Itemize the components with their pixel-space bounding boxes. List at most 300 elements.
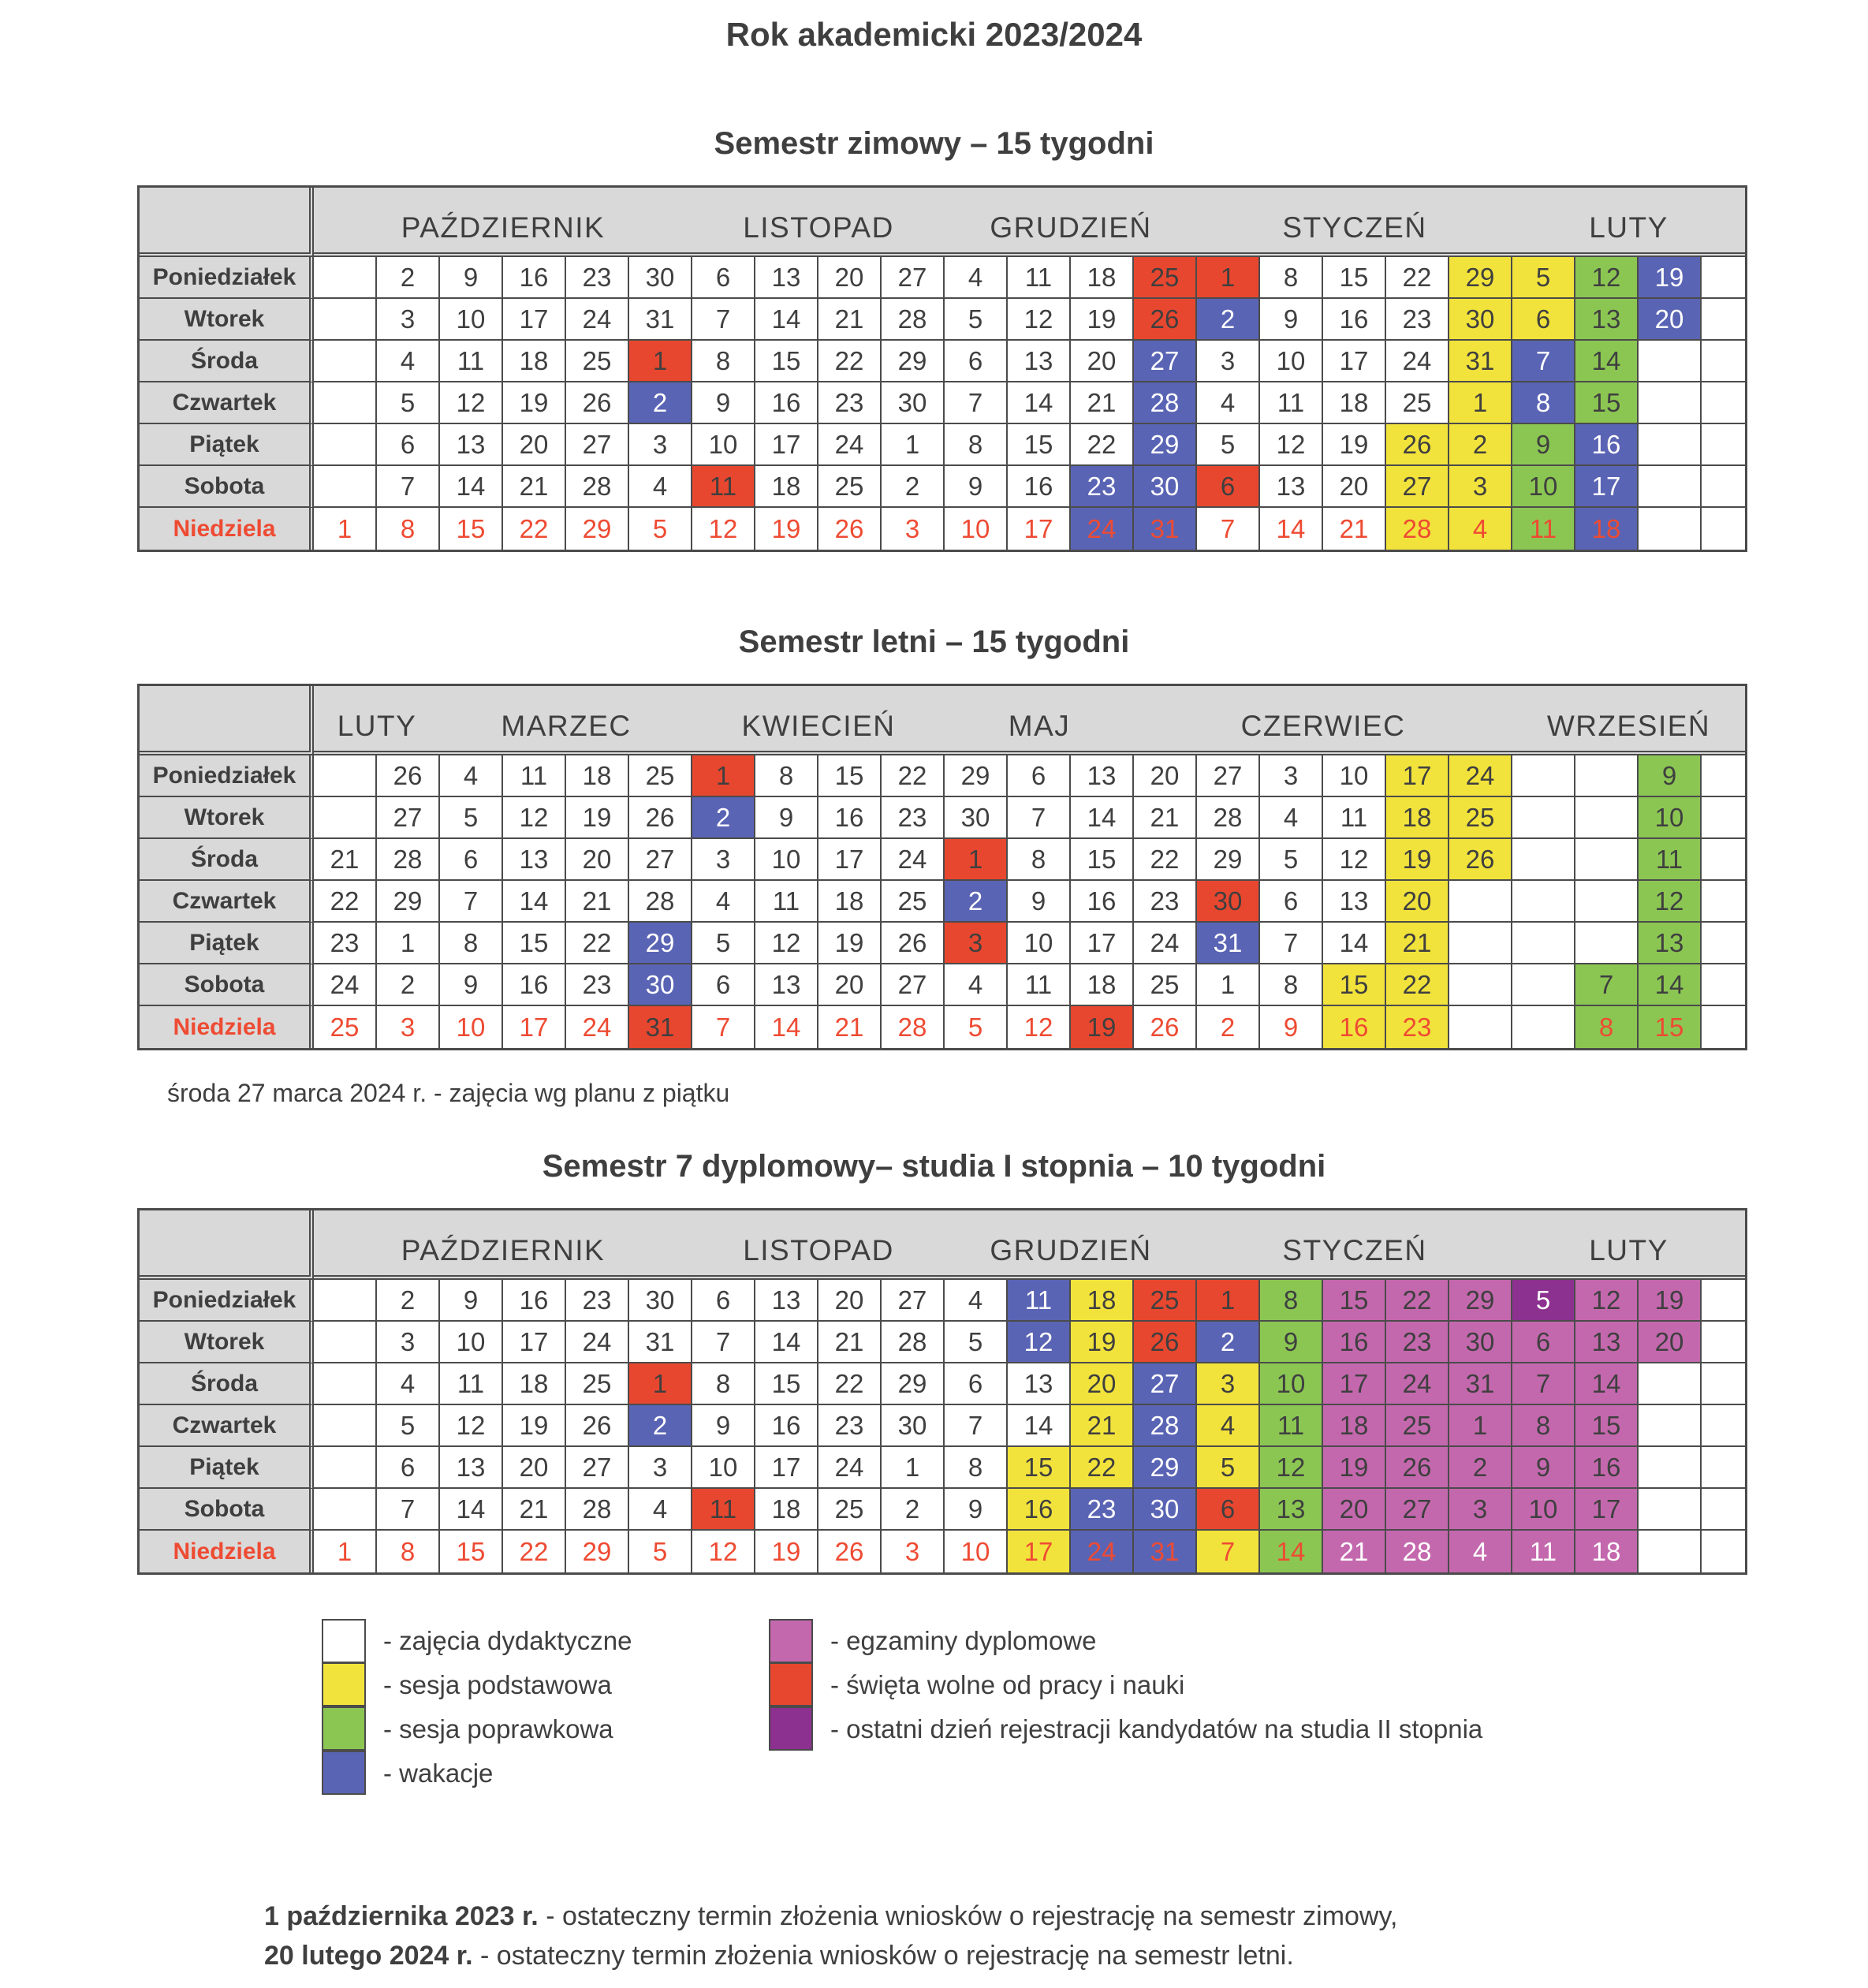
date-cell: 16 [1575,1447,1639,1489]
date-cell: 25 [818,466,882,508]
date-cell: 10 [1512,466,1575,508]
date-cell: 6 [1260,881,1323,923]
date-cell: 19 [1639,1280,1702,1322]
date-cell: 8 [945,1447,1008,1489]
date-cell: 24 [818,1447,882,1489]
date-cell: 19 [503,382,566,424]
date-cell: 13 [1575,299,1639,341]
date-cell: 30 [1134,466,1197,508]
date-cell: 15 [1323,964,1386,1006]
legend-item [322,1619,632,1663]
date-cell: 13 [440,424,503,466]
date-cell: 11 [1008,1280,1071,1322]
date-cell: 13 [755,964,818,1006]
month-label: PAŹDZIERNIK [314,188,692,257]
empty-cell [1702,964,1745,1006]
date-cell: 22 [882,755,945,797]
legend-swatch-purple [769,1706,813,1751]
date-cell: 18 [503,341,566,382]
month-label: WRZESIEŃ [1512,686,1745,755]
date-cell: 12 [1260,424,1323,466]
date-cell: 26 [1386,424,1449,466]
legend-swatch-green [322,1706,366,1751]
date-cell: 14 [1260,508,1323,550]
date-cell: 24 [1386,1363,1449,1405]
date-cell: 12 [1008,1322,1071,1363]
date-cell: 23 [818,1405,882,1447]
day-label: Sobota [140,1489,314,1531]
date-cell: 4 [629,466,692,508]
month-label: GRUDZIEŃ [945,188,1197,257]
empty-cell [1639,341,1702,382]
date-cell: 25 [1386,382,1449,424]
date-cell: 17 [1575,1489,1639,1531]
date-cell: 19 [1323,1447,1386,1489]
date-cell: 28 [882,1322,945,1363]
date-cell: 17 [1008,508,1071,550]
date-cell: 20 [1323,1489,1386,1531]
empty-cell [1639,1489,1702,1531]
date-cell: 25 [566,1363,629,1405]
date-cell: 19 [755,1531,818,1572]
date-cell: 5 [1197,1447,1260,1489]
month-label: GRUDZIEŃ [945,1210,1197,1280]
footer-line [264,1936,1868,1975]
empty-cell [1702,1531,1745,1572]
date-cell: 13 [440,1447,503,1489]
date-cell: 21 [314,839,377,881]
date-cell: 17 [1008,1531,1071,1572]
date-cell: 22 [503,508,566,550]
empty-cell [314,466,377,508]
date-cell: 14 [1260,1531,1323,1572]
day-label: Czwartek [140,1405,314,1447]
legend-swatch-pink [769,1619,813,1663]
date-cell: 27 [882,257,945,299]
date-cell: 22 [314,881,377,923]
empty-cell [1702,508,1745,550]
date-cell: 26 [818,508,882,550]
date-cell: 28 [566,466,629,508]
date-cell: 26 [1134,299,1197,341]
date-cell: 21 [1134,797,1197,839]
date-cell: 19 [1386,839,1449,881]
date-cell: 19 [566,797,629,839]
date-cell: 4 [1449,1531,1512,1572]
date-cell: 29 [566,508,629,550]
empty-cell [1575,839,1639,881]
date-cell: 14 [1008,382,1071,424]
date-cell: 3 [1449,466,1512,508]
date-cell: 3 [1197,1363,1260,1405]
date-cell: 11 [755,881,818,923]
day-label: Czwartek [140,382,314,424]
date-cell: 9 [945,1489,1008,1531]
calendar-grid [137,684,1747,1050]
date-cell: 18 [1386,797,1449,839]
date-cell: 29 [566,1531,629,1572]
date-cell: 8 [1260,257,1323,299]
empty-cell [314,1489,377,1531]
day-label: Niedziela [140,508,314,550]
date-cell: 7 [1008,797,1071,839]
date-cell: 1 [314,508,377,550]
empty-cell [1702,466,1745,508]
date-cell: 8 [377,508,440,550]
date-cell: 4 [945,257,1008,299]
date-cell: 23 [1071,1489,1134,1531]
table-corner [140,686,314,755]
day-label: Sobota [140,466,314,508]
date-cell: 13 [1008,341,1071,382]
date-cell: 26 [377,755,440,797]
date-cell: 26 [1134,1006,1197,1048]
date-cell: 1 [882,424,945,466]
date-cell: 14 [1323,923,1386,964]
date-cell: 4 [629,1489,692,1531]
date-cell: 10 [440,1322,503,1363]
empty-cell [1449,1006,1512,1048]
date-cell: 10 [440,299,503,341]
date-cell: 23 [818,382,882,424]
empty-cell [1512,881,1575,923]
date-cell: 3 [945,923,1008,964]
empty-cell [1702,424,1745,466]
date-cell: 10 [945,1531,1008,1572]
date-cell: 8 [1008,839,1071,881]
empty-cell [1575,923,1639,964]
empty-cell [1512,1006,1575,1048]
date-cell: 30 [629,1280,692,1322]
date-cell: 9 [1260,299,1323,341]
date-cell: 11 [1260,382,1323,424]
date-cell: 15 [503,923,566,964]
date-cell: 7 [377,1489,440,1531]
empty-cell [1702,299,1745,341]
footer-date: 1 października 2023 r. [264,1901,539,1931]
date-cell: 7 [945,382,1008,424]
legend-item [322,1751,632,1796]
empty-cell [1702,1006,1745,1048]
empty-cell [1639,508,1702,550]
date-cell: 20 [503,424,566,466]
date-cell: 15 [1575,1405,1639,1447]
empty-cell [1702,1489,1745,1531]
date-cell: 21 [566,881,629,923]
date-cell: 16 [755,1405,818,1447]
date-cell: 20 [818,1280,882,1322]
date-cell: 11 [692,1489,755,1531]
date-cell: 13 [1575,1322,1639,1363]
schedule-note: środa 27 marca 2024 r. - zajęcia wg planu z piątku [167,1079,730,1107]
winter-semester-table [137,185,1868,552]
date-cell: 14 [755,299,818,341]
date-cell: 14 [1575,1363,1639,1405]
legend-label: - wakacje [383,1759,494,1788]
date-cell: 25 [1134,257,1197,299]
date-cell: 11 [440,341,503,382]
date-cell: 10 [1260,1363,1323,1405]
date-cell: 27 [1386,1489,1449,1531]
date-cell: 7 [1260,923,1323,964]
date-cell: 24 [566,299,629,341]
day-label: Piątek [140,1447,314,1489]
date-cell: 12 [692,508,755,550]
date-cell: 31 [1449,341,1512,382]
date-cell: 20 [1639,299,1702,341]
date-cell: 16 [1323,1322,1386,1363]
date-cell: 20 [566,839,629,881]
date-cell: 4 [945,1280,1008,1322]
date-cell: 5 [945,299,1008,341]
date-cell: 26 [882,923,945,964]
date-cell: 14 [755,1322,818,1363]
date-cell: 6 [1008,755,1071,797]
date-cell: 5 [629,1531,692,1572]
day-label: Środa [140,341,314,382]
empty-cell [1702,341,1745,382]
empty-cell [1639,1363,1702,1405]
date-cell: 10 [755,839,818,881]
date-cell: 23 [1134,881,1197,923]
date-cell: 9 [1008,881,1071,923]
date-cell: 5 [1512,1280,1575,1322]
date-cell: 15 [440,508,503,550]
date-cell: 16 [503,257,566,299]
table-corner [140,188,314,257]
date-cell: 27 [377,797,440,839]
date-cell: 3 [882,508,945,550]
date-cell: 12 [1008,299,1071,341]
date-cell: 15 [818,755,882,797]
legend-column-right [769,1619,1482,1751]
date-cell: 28 [1134,1405,1197,1447]
day-label: Wtorek [140,797,314,839]
legend-item [769,1619,1482,1663]
date-cell: 28 [1386,508,1449,550]
date-cell: 16 [818,797,882,839]
date-cell: 30 [1449,1322,1512,1363]
empty-cell [1702,755,1745,797]
legend-label: - zajęcia dydaktyczne [383,1626,632,1655]
date-cell: 10 [1323,755,1386,797]
day-label: Niedziela [140,1531,314,1572]
date-cell: 30 [629,964,692,1006]
empty-cell [1449,964,1512,1006]
empty-cell [1639,466,1702,508]
date-cell: 28 [882,299,945,341]
date-cell: 1 [1197,257,1260,299]
date-cell: 9 [755,797,818,839]
empty-cell [1702,1447,1745,1489]
empty-cell [1575,881,1639,923]
date-cell: 15 [1575,382,1639,424]
date-cell: 19 [1071,1322,1134,1363]
date-cell: 24 [566,1006,629,1048]
date-cell: 27 [1386,466,1449,508]
date-cell: 5 [692,923,755,964]
date-cell: 23 [566,257,629,299]
date-cell: 9 [692,382,755,424]
date-cell: 5 [377,1405,440,1447]
date-cell: 10 [1008,923,1071,964]
date-cell: 10 [1639,797,1702,839]
date-cell: 13 [1008,1363,1071,1405]
date-cell: 8 [1575,1006,1639,1048]
date-cell: 9 [1512,1447,1575,1489]
empty-cell [1639,1405,1702,1447]
date-cell: 14 [503,881,566,923]
footer-line [264,1897,1868,1936]
date-cell: 4 [1197,382,1260,424]
date-cell: 6 [692,257,755,299]
date-cell: 22 [818,341,882,382]
date-cell: 18 [755,466,818,508]
month-label: LUTY [314,686,440,755]
date-cell: 22 [1071,1447,1134,1489]
empty-cell [314,1405,377,1447]
empty-cell [314,797,377,839]
date-cell: 22 [566,923,629,964]
date-cell: 10 [692,1447,755,1489]
calendar-grid [137,1208,1747,1575]
month-label: CZERWIEC [1134,686,1512,755]
date-cell: 29 [377,881,440,923]
date-cell: 9 [1639,755,1702,797]
date-cell: 29 [882,1363,945,1405]
date-cell: 27 [566,1447,629,1489]
legend-label: - sesja podstawowa [383,1670,612,1699]
empty-cell [314,755,377,797]
date-cell: 9 [1512,424,1575,466]
date-cell: 2 [1197,1322,1260,1363]
date-cell: 25 [629,755,692,797]
date-cell: 10 [440,1006,503,1048]
date-cell: 23 [1386,1322,1449,1363]
date-cell: 18 [1575,508,1639,550]
date-cell: 17 [503,1006,566,1048]
date-cell: 5 [377,382,440,424]
date-cell: 12 [440,382,503,424]
date-cell: 12 [1639,881,1702,923]
date-cell: 27 [882,1280,945,1322]
date-cell: 27 [566,424,629,466]
date-cell: 3 [882,1531,945,1572]
date-cell: 18 [1575,1531,1639,1572]
date-cell: 31 [1134,1531,1197,1572]
date-cell: 6 [1512,1322,1575,1363]
date-cell: 21 [818,1006,882,1048]
date-cell: 31 [1134,508,1197,550]
date-cell: 12 [1575,1280,1639,1322]
date-cell: 21 [1323,508,1386,550]
date-cell: 17 [818,839,882,881]
date-cell: 24 [1071,508,1134,550]
date-cell: 24 [566,1322,629,1363]
date-cell: 12 [440,1405,503,1447]
date-cell: 15 [1008,424,1071,466]
date-cell: 20 [818,257,882,299]
date-cell: 26 [629,797,692,839]
date-cell: 19 [1323,424,1386,466]
date-cell: 19 [1071,299,1134,341]
date-cell: 9 [1260,1006,1323,1048]
date-cell: 4 [377,341,440,382]
date-cell: 26 [818,1531,882,1572]
footer [264,1897,1868,1975]
empty-cell [314,341,377,382]
date-cell: 20 [1071,1363,1134,1405]
date-cell: 20 [1386,881,1449,923]
date-cell: 8 [692,341,755,382]
empty-cell [1702,1405,1745,1447]
date-cell: 29 [882,341,945,382]
date-cell: 10 [945,508,1008,550]
day-label: Środa [140,839,314,881]
date-cell: 2 [377,257,440,299]
date-cell: 7 [1197,508,1260,550]
month-label: MAJ [945,686,1134,755]
date-cell: 20 [818,964,882,1006]
month-label: STYCZEŃ [1197,188,1512,257]
date-cell: 25 [1449,797,1512,839]
date-cell: 13 [1260,1489,1323,1531]
date-cell: 25 [566,341,629,382]
date-cell: 6 [377,424,440,466]
date-cell: 23 [1386,1006,1449,1048]
empty-cell [1702,1363,1745,1405]
date-cell: 7 [1197,1531,1260,1572]
empty-cell [1639,424,1702,466]
empty-cell [314,1363,377,1405]
date-cell: 18 [1323,382,1386,424]
date-cell: 4 [377,1363,440,1405]
date-cell: 4 [1260,797,1323,839]
date-cell: 26 [566,382,629,424]
date-cell: 3 [1197,341,1260,382]
day-label: Wtorek [140,299,314,341]
date-cell: 9 [440,964,503,1006]
date-cell: 3 [377,299,440,341]
day-label: Piątek [140,424,314,466]
day-label: Poniedziałek [140,755,314,797]
legend-swatch-blue [322,1751,366,1795]
date-cell: 13 [1071,755,1134,797]
date-cell: 17 [1386,755,1449,797]
date-cell: 23 [566,1280,629,1322]
date-cell: 17 [503,299,566,341]
date-cell: 15 [755,1363,818,1405]
empty-cell [1512,755,1575,797]
empty-cell [314,382,377,424]
date-cell: 11 [692,466,755,508]
day-label: Poniedziałek [140,1280,314,1322]
date-cell: 17 [1323,1363,1386,1405]
legend-item [769,1707,1482,1751]
date-cell: 15 [1323,257,1386,299]
legend-label: - egzaminy dyplomowe [830,1626,1097,1655]
month-label: PAŹDZIERNIK [314,1210,692,1280]
date-cell: 24 [1449,755,1512,797]
date-cell: 21 [1071,382,1134,424]
date-cell: 1 [629,341,692,382]
winter-semester-heading: Semestr zimowy – 15 tygodni [714,126,1154,161]
date-cell: 7 [1575,964,1639,1006]
date-cell: 2 [629,1405,692,1447]
empty-cell [314,299,377,341]
date-cell: 5 [1197,424,1260,466]
date-cell: 17 [755,1447,818,1489]
